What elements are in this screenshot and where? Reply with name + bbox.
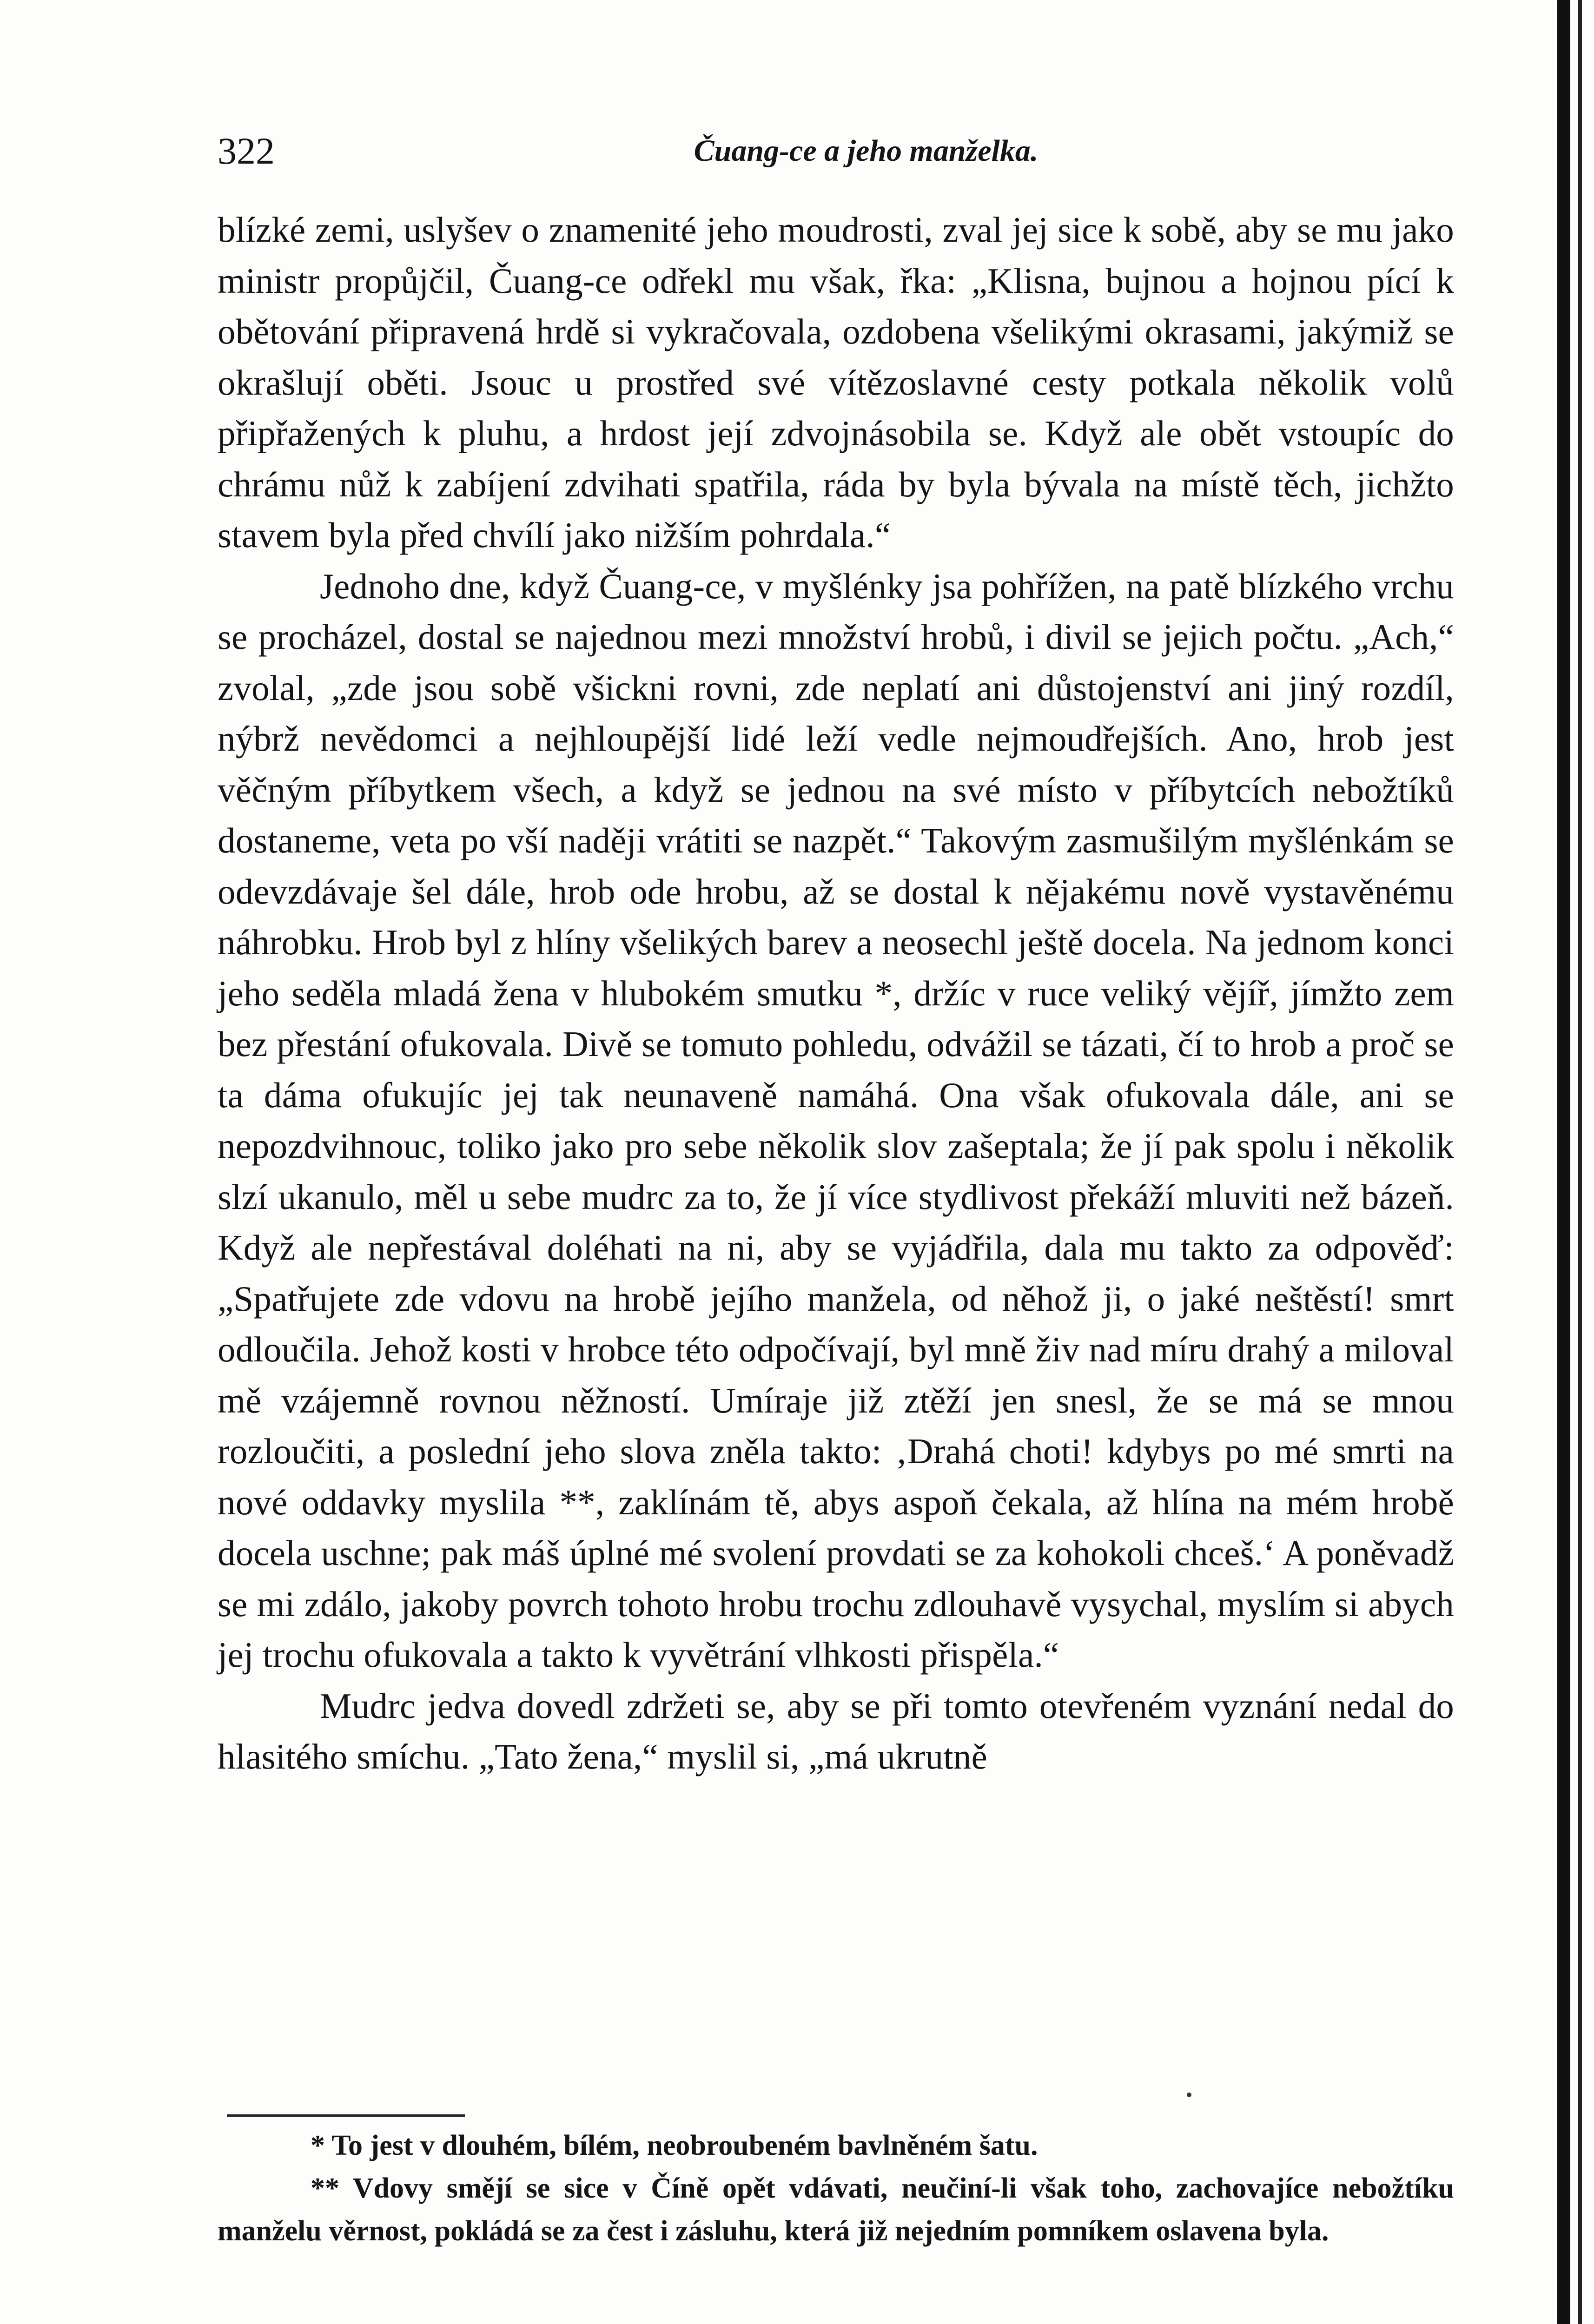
ink-speck [1187,2093,1191,2097]
paragraph-1: blízké zemi, uslyšev o znamenité jeho moudrosti, zval jej sice k sobě, aby se mu jako ministr propůjčil, Čuang-ce odřekl mu však, řka: „Klisna, bujnou a hojnou pící k obětování připravená hrdě si vykračovala, ozdobena všelikými okrasami, jakýmiž se okrašlují oběti. Jsouc u prostřed své vítězoslavné cesty potkala několik volů připřažených k pluhu, a hrdost její zdvojnásobila se. Když ale obět vstoupíc do chrámu nůž k zabíjení zdvihati spatřila, ráda by byla bývala na místě těch, jichžto stavem byla před chvílí jako nižším pohrdala.“ [218,210,1454,555]
page-number: 322 [218,130,275,172]
footnote-1: * To jest v dlouhém, bílém, neobroubeném bavlněném šatu. [311,2130,1038,2161]
running-head [218,125,1515,177]
footnote-2: ** Vdovy smějí se sice v Číně opět vdávati, neučiní-li však toho, zachovajíce nebožtíku manželu věrnost, pokládá se za čest i zásluhu, která již nejedním pomníkem oslavena byla. [218,2172,1454,2247]
paragraph-2: Jednoho dne, když Čuang-ce, v myšlénky jsa pohřížen, na patě blízkého vrchu se procházel, dostal se najednou mezi množství hrobů, i divil se jejich počtu. „Ach,“ zvolal, „zde jsou sobě všickni rovni, zde neplatí ani důstojenství ani jiný rozdíl, nýbrž nevědomci a nejhloupější lidé leží vedle nejmoudřejších. Ano, hrob jest věčným příbytkem všech, a když se jednou na své místo v příbytcích nebožtíků dostaneme, veta po vší naději vrátiti se nazpět.“ Takovým zasmušilým myšlénkám se odevzdávaje šel dále, hrob ode hrobu, až se dostal k nějakému nově vystavěnému náhrobku. Hrob byl z hlíny všelikých barev a neosechl ještě docela. Na jednom konci jeho seděla mladá žena v hlubokém smutku *, držíc v ruce veliký vějíř, jímžto zem bez přestání ofukovala. Divě se tomuto pohledu, odvážil se tázati, čí to hrob a proč se ta dáma ofukujíc jej tak neunaveně namáhá. Ona však ofukovala dále, ani se nepozdvihnouc, toliko jako pro sebe několik slov zašeptala; že jí pak spolu i několik slzí ukanulo, měl u sebe mudrc za to, že jí více stydlivost překáží mluviti než bázeň. Když ale nepřestával doléhati na ni, aby se vyjádřila, dala mu takto za odpověď: „Spatřujete zde vdovu na hrobě jejího manžela, od něhož ji, o jaké neštěstí! smrt odloučila. Jehož kosti v hrobce této odpočívají, byl mně živ nad míru drahý a miloval mě vzájemně rovnou něžností. Umíraje již ztěží jen snesl, že se má se mnou rozloučiti, a poslední jeho slova zněla takto: ‚Drahá choti! kdybys po mé smrti na nové oddavky myslila **, zaklínám tě, abys aspoň čekala, až hlína na mém hrobě docela uschne; pak máš úplné mé svolení provdati se za kohokoli chceš.‘ A poněvadž se mi zdálo, jakoby povrch tohoto hrobu trochu zdlouhavě vysychal, myslím si abych jej trochu ofukovala a takto k vyvětrání vlhkosti přispěla.“ [218,566,1454,1675]
paragraph-3: Mudrc jedva dovedl zdržeti se, aby se při tomto otevřeném vyznání nedal do hlasitého smíchu. „Tato žena,“ myslil si, „má ukrutně [218,1685,1454,1776]
page-edge-line [1578,0,1582,2324]
main-text [218,205,1454,1783]
page-edge-shadow [1557,0,1570,2324]
footnote-rule [227,2114,465,2117]
footnotes [218,2124,1454,2252]
running-title: Čuang-ce a jeho manželka. [694,134,1038,168]
